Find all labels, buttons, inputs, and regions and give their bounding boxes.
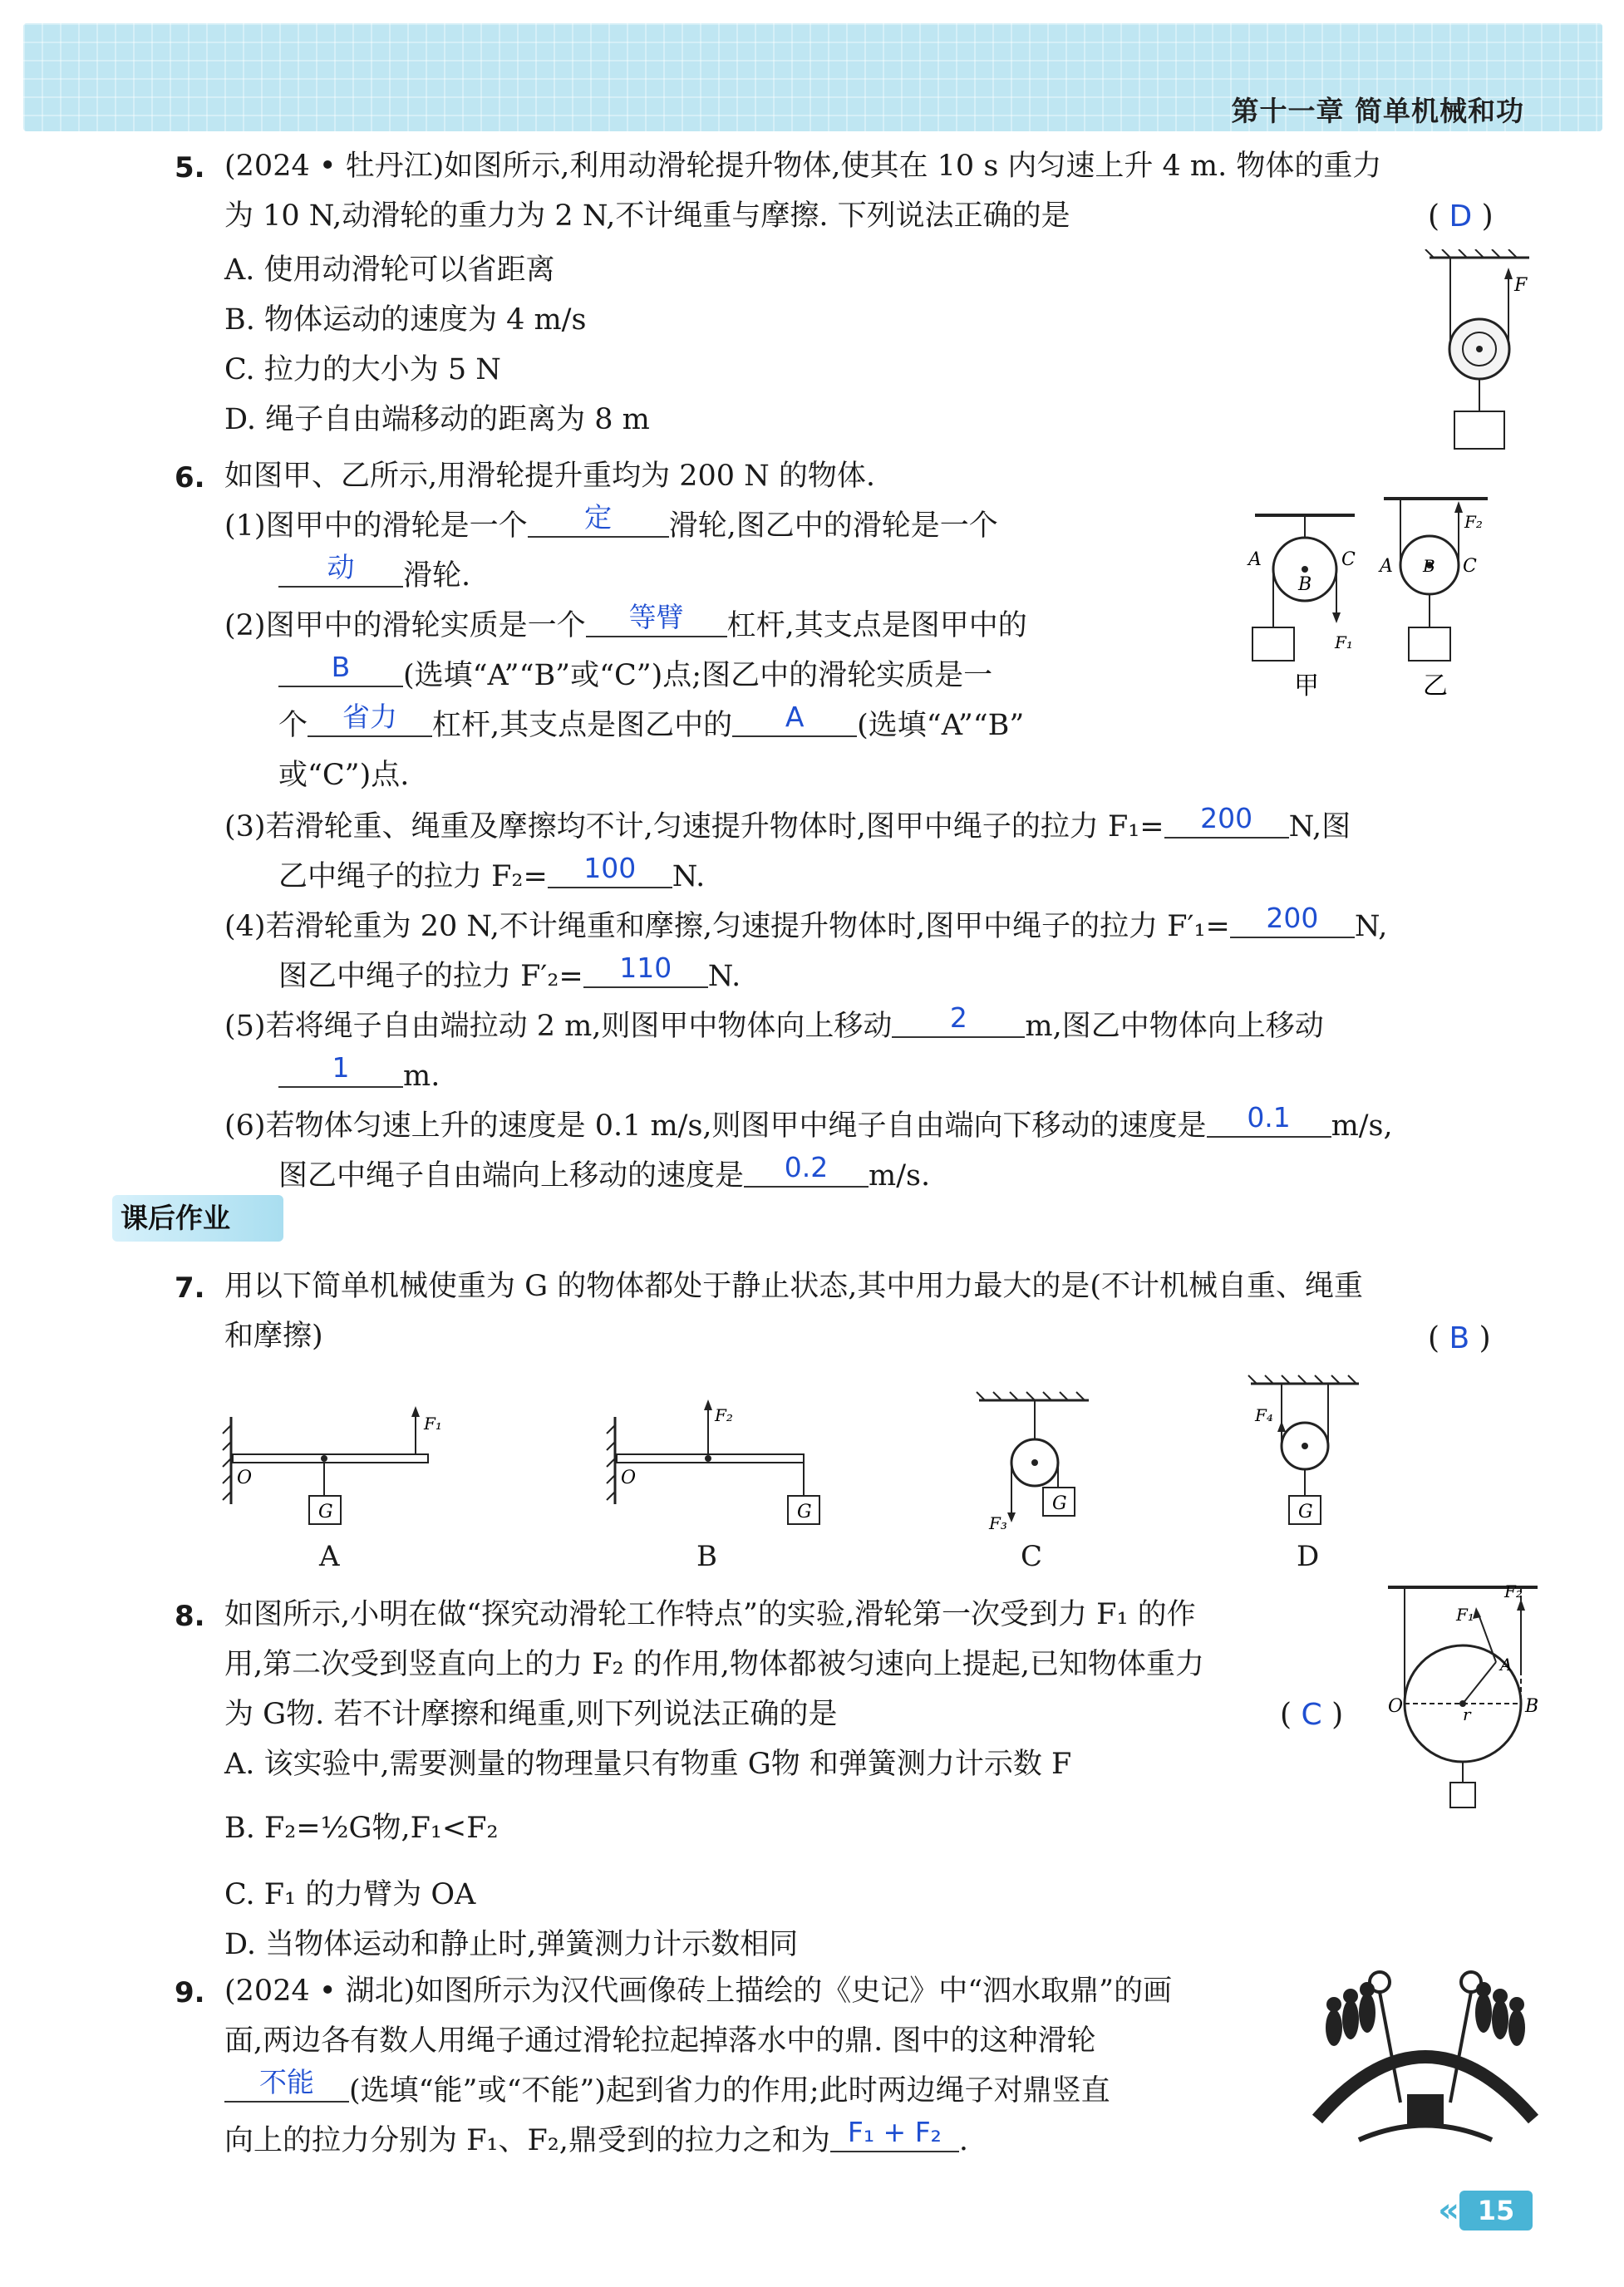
q8-line3: 为 G物. 若不计摩擦和绳重,则下列说法正确的是	[224, 1698, 838, 1731]
q8-line1: 如图所示,小明在做“探究动滑轮工作特点”的实验,滑轮第一次受到力 F₁ 的作	[224, 1598, 1196, 1631]
q6-jia-caption: 甲	[1294, 671, 1319, 701]
q7-c-f3: F₃	[989, 1513, 1007, 1533]
q5-number: 5.	[175, 151, 205, 184]
q6-jia-a: A	[1248, 549, 1262, 570]
q6-part1-line2: 动 滑轮.	[278, 551, 470, 601]
q5-pulley-figure	[1413, 249, 1546, 457]
q6-answer-11: 2	[949, 1001, 967, 1034]
q8-fig-b: B	[1525, 1696, 1539, 1717]
q7-line1: 用以下简单机械使重为 G 的物体都处于静止状态,其中用力最大的是(不计机械自重、绳重	[224, 1270, 1363, 1303]
q6-answer-6: A	[785, 701, 805, 733]
q6-answer-14: 0.2	[784, 1151, 829, 1183]
q7-figures	[216, 1371, 1380, 1537]
q6-answer-2: 动	[327, 551, 355, 583]
q5-option-c: C. 拉力的大小为 5 N	[224, 353, 501, 386]
q6-jia-f1: F₁	[1335, 632, 1353, 652]
q7-fig-d	[1248, 1375, 1359, 1524]
q5-line1: (2024 • 牡丹江)如图所示,利用动滑轮提升物体,使其在 10 s 内匀速上升 4 m. 物体的重力	[224, 150, 1382, 183]
q6-answer-3: 等臂	[628, 601, 684, 633]
q8-pulley-figure	[1380, 1579, 1546, 1820]
q7-answer: B	[1449, 1321, 1470, 1355]
q7-number: 7.	[175, 1271, 205, 1305]
q8-fig-r: r	[1463, 1704, 1471, 1724]
q6-part4-line1: (4)若滑轮重为 20 N,不计绳重和摩擦,匀速提升物体时,图甲中绳子的拉力 F′₁= 200 N,	[224, 902, 1388, 943]
q6-part2-line2: B (选填“A”“B”或“C”)点;图乙中的滑轮实质是一	[278, 651, 992, 701]
q6-yi-c: C	[1463, 556, 1477, 577]
q7-a-o: O	[237, 1468, 253, 1488]
q7-d-f4: F₄	[1255, 1405, 1273, 1425]
q6-yi-b: B	[1423, 556, 1435, 576]
q6-part4-line2: 图乙中绳子的拉力 F′₂= 110 N.	[278, 952, 741, 993]
q7-a-f1: F₁	[424, 1414, 442, 1434]
page-chevron-icon: «	[1438, 2191, 1459, 2230]
q6-part3-line2: 乙中绳子的拉力 F₂= 100 N.	[278, 852, 706, 893]
q7-b-f2: F₂	[715, 1405, 733, 1425]
q9-stone-relief-image	[1301, 1961, 1550, 2152]
q9-line3: 不能 (选填“能”或“不能”)起到省力的作用;此时两边绳子对鼎竖直	[224, 2066, 1110, 2116]
page-number: 15	[1459, 2191, 1533, 2230]
q7-c-g: G	[1052, 1493, 1067, 1514]
q6-answer-13: 0.1	[1247, 1101, 1291, 1134]
q7-fig-c	[977, 1392, 1089, 1533]
q5-line2: 为 10 N,动滑轮的重力为 2 N,不计绳重与摩擦. 下列说法正确的是	[224, 199, 1070, 233]
q6-answer-7: 200	[1200, 802, 1253, 834]
q6-answer-1: 定	[584, 501, 613, 534]
q8-answer: C	[1301, 1698, 1322, 1732]
q5-option-d: D. 绳子自由端移动的距离为 8 m	[224, 403, 650, 436]
q6-part1-line1: (1)图甲中的滑轮是一个 定 滑轮,图乙中的滑轮是一个	[224, 501, 998, 543]
q6-part5-line2: 1 m.	[278, 1051, 440, 1101]
q6-yi-a: A	[1380, 556, 1393, 577]
q6-answer-9: 200	[1266, 902, 1319, 934]
q6-answer-10: 110	[619, 952, 672, 984]
q9-answer-2: F₁ + F₂	[847, 2116, 942, 2148]
q7-line2: 和摩擦)	[224, 1320, 323, 1353]
q7-d-g: G	[1298, 1502, 1313, 1522]
q7-fig-b	[607, 1399, 819, 1524]
q7-caption-d: D	[1297, 1540, 1320, 1573]
q7-fig-a	[223, 1406, 442, 1524]
q6-answer-8: 100	[583, 852, 637, 884]
q6-part3-line1: (3)若滑轮重、绳重及摩擦均不计,匀速提升物体时,图甲中绳子的拉力 F₁= 200 N,图	[224, 802, 1351, 843]
q9-line2: 面,两边各有数人用绳子通过滑轮拉起掉落水中的鼎. 图中的这种滑轮	[224, 2024, 1096, 2058]
q8-option-c: C. F₁ 的力臂为 OA	[224, 1878, 476, 1911]
q7-caption-a: A	[319, 1540, 340, 1573]
q6-part2-line3: 个 省力 杠杆,其支点是图乙中的 A (选填“A”“B”	[278, 701, 1025, 742]
q6-jia-b: B	[1298, 574, 1312, 595]
q8-line2: 用,第二次受到竖直向上的力 F₂ 的作用,物体都被匀速向上提起,已知物体重力	[224, 1648, 1204, 1681]
q5-option-b: B. 物体运动的速度为 4 m/s	[224, 303, 587, 337]
q6-intro: 如图甲、乙所示,用滑轮提升重均为 200 N 的物体.	[224, 460, 876, 493]
q6-yi-f2: F₂	[1464, 512, 1483, 532]
q6-yi-caption: 乙	[1423, 671, 1448, 701]
q6-answer-4: B	[331, 651, 351, 683]
q8-fig-f2: F₂	[1504, 1581, 1523, 1601]
q7-answer-paren: ( B )	[1428, 1321, 1491, 1355]
q5-answer: D	[1449, 199, 1473, 234]
q8-fig-o: O	[1388, 1696, 1404, 1717]
q7-a-g: G	[318, 1502, 333, 1522]
q6-answer-5: 省力	[342, 701, 398, 733]
q8-number: 8.	[175, 1600, 205, 1633]
q6-part6-line2: 图乙中绳子自由端向上移动的速度是 0.2 m/s.	[278, 1151, 931, 1193]
q6-part2-line4: 或“C”)点.	[278, 759, 410, 792]
q7-b-g: G	[797, 1502, 812, 1522]
q6-answer-12: 1	[332, 1051, 350, 1084]
section-homework: 课后作业	[112, 1195, 283, 1242]
q5-option-a: A. 使用动滑轮可以省距离	[224, 253, 555, 287]
q5-answer-paren: ( D )	[1428, 199, 1494, 234]
chapter-title: 第十一章 简单机械和功	[1231, 95, 1524, 127]
q8-option-a: A. 该实验中,需要测量的物理量只有物重 G物 和弹簧测力计示数 F	[224, 1748, 1072, 1781]
q9-line1: (2024 • 湖北)如图所示为汉代画像砖上描绘的《史记》中“泗水取鼎”的画	[224, 1975, 1173, 2008]
q9-line4: 向上的拉力分别为 F₁、F₂,鼎受到的拉力之和为 F₁ + F₂ .	[224, 2116, 969, 2157]
q9-number: 9.	[175, 1976, 205, 2009]
q7-caption-c: C	[1021, 1540, 1043, 1573]
q9-answer-1: 不能	[259, 2066, 314, 2098]
q5-fig-f-label: F	[1514, 275, 1528, 296]
q7-caption-b: B	[696, 1540, 717, 1573]
q8-option-d: D. 当物体运动和静止时,弹簧测力计示数相同	[224, 1928, 799, 1961]
q6-part6-line1: (6)若物体匀速上升的速度是 0.1 m/s,则图甲中绳子自由端向下移动的速度是 0.1 m/s,	[224, 1101, 1393, 1143]
q6-number: 6.	[175, 461, 205, 494]
q8-option-b: B. F₂=½G物,F₁<F₂	[224, 1812, 499, 1845]
q8-fig-a: A	[1500, 1655, 1513, 1675]
q7-b-o: O	[621, 1468, 637, 1488]
q6-part5-line1: (5)若将绳子自由端拉动 2 m,则图甲中物体向上移动 2 m,图乙中物体向上移动	[224, 1001, 1324, 1043]
q8-answer-paren: ( C )	[1280, 1698, 1344, 1732]
q6-jia-c: C	[1341, 549, 1356, 570]
q8-fig-f1: F₁	[1456, 1605, 1474, 1625]
q6-part2-line1: (2)图甲中的滑轮实质是一个 等臂 杠杆,其支点是图甲中的	[224, 601, 1027, 642]
q6-pulley-figures	[1238, 494, 1554, 702]
